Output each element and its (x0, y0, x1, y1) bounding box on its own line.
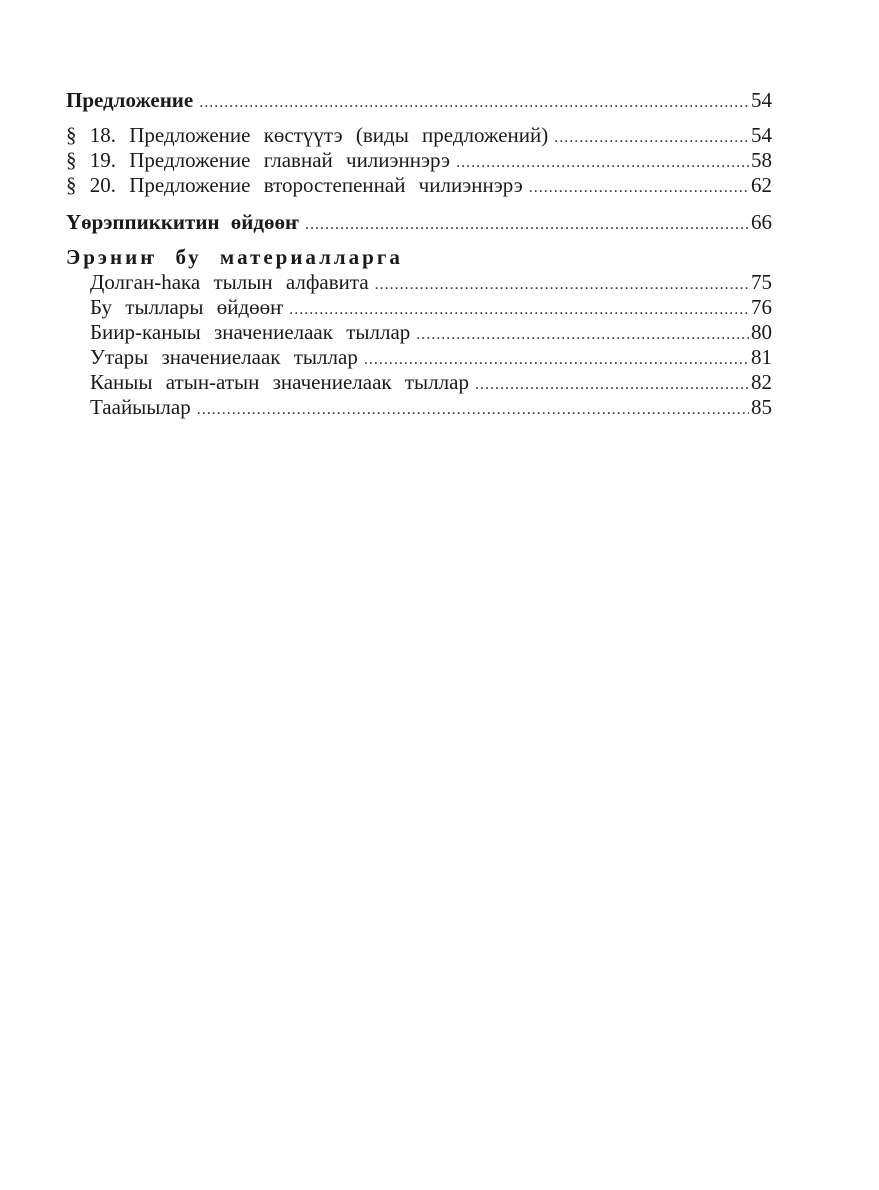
toc-entry-title: Долган-һака тылын алфавита (90, 270, 369, 294)
toc-entry-title: Таайыылар (90, 395, 191, 419)
dot-leader (375, 272, 749, 297)
dot-leader (475, 372, 749, 397)
toc-entry-title: Үөрэппиккитин өйдөөҥ (66, 210, 300, 234)
dot-leader (416, 322, 749, 347)
toc-entry-section-18 (66, 123, 772, 148)
toc-entry-page: 82 (751, 370, 772, 394)
toc-entry-page: 76 (751, 295, 772, 319)
dot-leader (289, 297, 749, 322)
toc-entry-page: 81 (751, 345, 772, 369)
toc-entry-section-19 (66, 148, 772, 173)
dot-leader (364, 347, 749, 372)
toc-entry-homonyms (66, 370, 772, 395)
toc-entry-title: § 19. Предложение главнай чилиэннэрэ (66, 148, 451, 172)
toc-entry-review (66, 210, 772, 235)
toc-entry-page: 66 (751, 210, 772, 234)
toc-entry-section-20 (66, 173, 772, 198)
toc-entry-page: 54 (751, 88, 772, 112)
toc-entry-riddles (66, 395, 772, 420)
dot-leader (199, 90, 749, 115)
toc-entry-title: Утары значениелаак тыллар (90, 345, 358, 369)
toc-entry-words (66, 295, 772, 320)
toc-entry-title: § 20. Предложение второстепеннай чилиэннэрэ (66, 173, 523, 197)
toc-entry-page: 85 (751, 395, 772, 419)
table-of-contents (66, 88, 772, 420)
toc-entry-title: Биир-каныы значениелаак тыллар (90, 320, 411, 344)
toc-entry-alphabet (66, 270, 772, 295)
toc-entry-title: Бу тыллары өйдөөҥ (90, 295, 284, 319)
dot-leader (529, 175, 749, 200)
toc-entry-page: 58 (751, 148, 772, 172)
dot-leader (305, 212, 749, 237)
toc-entry-title: § 18. Предложение көстүүтэ (виды предложений) (66, 123, 549, 147)
appendix-heading: Эрэниҥ бу материалларга (66, 245, 403, 269)
toc-entry-antonyms (66, 345, 772, 370)
dot-leader (456, 150, 749, 175)
toc-entry-predlozhenie (66, 88, 772, 113)
toc-entry-title: Каныы атын-атын значениелаак тыллар (90, 370, 469, 394)
toc-entry-title: Предложение (66, 88, 194, 112)
toc-entry-page: 80 (751, 320, 772, 344)
toc-entry-page: 62 (751, 173, 772, 197)
dot-leader (197, 397, 749, 422)
toc-entry-synonyms (66, 320, 772, 345)
toc-entry-page: 75 (751, 270, 772, 294)
toc-entry-page: 54 (751, 123, 772, 147)
dot-leader (554, 125, 749, 150)
